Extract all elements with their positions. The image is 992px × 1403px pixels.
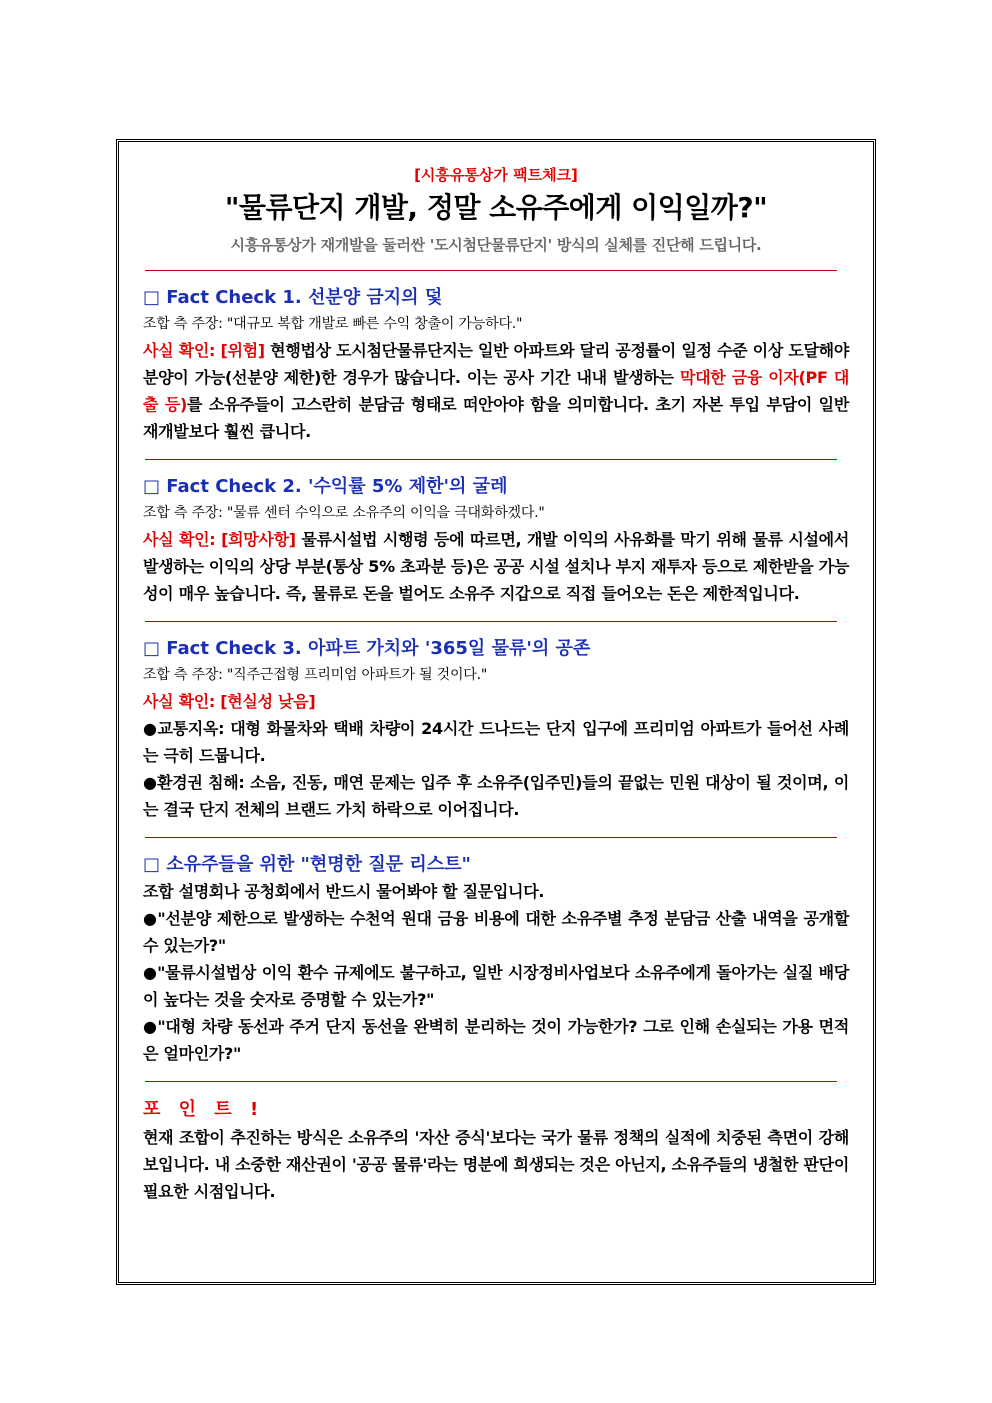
question-intro: 조합 설명회나 공청회에서 반드시 물어봐야 할 질문입니다.	[143, 882, 545, 901]
section-title: □ 소유주들을 위한 "현명한 질문 리스트"	[143, 854, 471, 875]
point-text: 현재 조합이 추진하는 방식은 소유주의 '자산 증식'보다는 국가 물류 정책의 실적에 치중된 측면이 강해 보입니다. 내 소중한 재산권이 '공공 물류'라는 명분에 희생되는 것은 아닌지, 소유주들의 냉철한 판단이 필요한 시점입니다.	[143, 1128, 849, 1201]
question-list	[143, 852, 849, 1067]
divider	[145, 621, 837, 622]
kicker: [시흥유통상가 팩트체크]	[414, 166, 578, 184]
fact-label: 사실 확인: [현실성 낮음]	[143, 692, 316, 711]
section-title: □ Fact Check 3. 아파트 가치와 '365일 물류'의 공존	[143, 638, 591, 659]
fact-body-2: 를 소유주들이 고스란히 분담금 형태로 떠안아야 함을 의미합니다. 초기 자본 투입 부담이 일반 재개발보다 훨씬 큽니다.	[143, 395, 849, 441]
question-item: ●"선분양 제한으로 발생하는 수천억 원대 금융 비용에 대한 소유주별 추정 분담금 산출 내역을 공개할 수 있는가?"	[143, 909, 849, 955]
fact-body: 물류시설법 시행령 등에 따르면, 개발 이익의 사유화를 막기 위해 물류 시설에서 발생하는 이익의 상당 부분(통상 5% 초과분 등)은 공공 시설 설치나 부지 재투자 등으로 제한받을 가능성이 매우 높습니다. 즉, 물류로 돈을 벌어도 소유주 지갑으로 직접 들어오는 돈은 제한적입니다.	[143, 530, 849, 603]
bullet-item: ●교통지옥: 대형 화물차와 택배 차량이 24시간 드나드는 단지 입구에 프리미엄 아파트가 들어선 사례는 극히 드뭅니다.	[143, 719, 849, 765]
divider	[145, 837, 837, 838]
subtitle: 시흥유통상가 재개발을 둘러싼 '도시첨단물류단지' 방식의 실체를 진단해 드립니다.	[230, 236, 762, 254]
point-title: 포 인 트 !	[143, 1099, 265, 1120]
fact-check-1	[143, 285, 849, 445]
divider	[145, 1081, 837, 1082]
point-section	[143, 1096, 849, 1205]
divider	[145, 270, 837, 271]
fact-label: 사실 확인: [희망사항]	[143, 530, 296, 549]
fact-highlight: 막대한 금융 이자(PF 대출 등)	[143, 368, 849, 414]
divider	[145, 459, 837, 460]
section-title: □ Fact Check 2. '수익률 5% 제한'의 굴레	[143, 476, 508, 497]
fact-text	[143, 337, 849, 445]
section-title: □ Fact Check 1. 선분양 금지의 덫	[143, 287, 443, 308]
fact-text	[143, 526, 849, 607]
fact-body-1: 현행법상 도시첨단물류단지는 일반 아파트와 달리 공정률이 일정 수준 이상 도달해야 분양이 가능(선분양 제한)한 경우가 많습니다. 이는 공사 기간 내내 발생하는	[143, 341, 849, 387]
fact-check-3	[143, 636, 849, 823]
document-content	[143, 164, 849, 1205]
bullet-item: ●환경권 침해: 소음, 진동, 매연 문제는 입주 후 소유주(입주민)들의 끝없는 민원 대상이 될 것이며, 이는 결국 단지 전체의 브랜드 가치 하락으로 이어집니다.	[143, 773, 849, 819]
page-title: "물류단지 개발, 정말 소유주에게 이익일까?"	[224, 191, 768, 224]
claim-text: 조합 측 주장: "대규모 복합 개발로 빠른 수익 창출이 가능하다."	[143, 316, 523, 332]
question-item: ●"물류시설법상 이익 환수 규제에도 불구하고, 일반 시장정비사업보다 소유주에게 돌아가는 실질 배당이 높다는 것을 숫자로 증명할 수 있는가?"	[143, 963, 849, 1009]
claim-text: 조합 측 주장: "직주근접형 프리미엄 아파트가 될 것이다."	[143, 667, 488, 683]
fact-label: 사실 확인: [위험]	[143, 341, 265, 360]
fact-check-2	[143, 474, 849, 607]
claim-text: 조합 측 주장: "물류 센터 수익으로 소유주의 이익을 극대화하겠다."	[143, 505, 545, 521]
document-frame	[116, 139, 876, 1285]
question-item: ●"대형 차량 동선과 주거 단지 동선을 완벽히 분리하는 것이 가능한가? 그로 인해 손실되는 가용 면적은 얼마인가?"	[143, 1017, 849, 1063]
